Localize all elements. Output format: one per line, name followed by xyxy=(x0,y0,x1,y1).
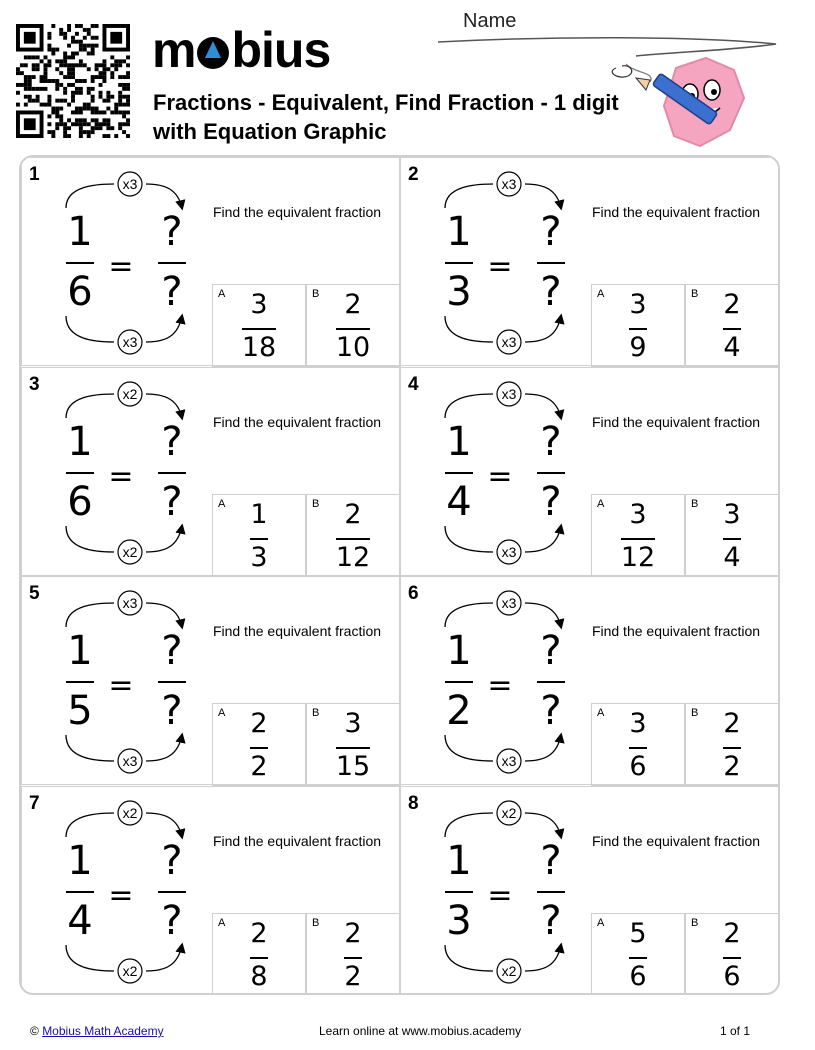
equation-graphic xyxy=(415,376,575,572)
left-denominator: 4 xyxy=(67,897,93,944)
left-numerator: 1 xyxy=(67,209,93,255)
option-fraction-bar xyxy=(723,538,741,540)
option-letter: A xyxy=(218,707,226,719)
option-letter: A xyxy=(597,497,605,510)
equals-sign: = xyxy=(108,877,134,913)
option-fraction-bar xyxy=(336,747,370,749)
option-letter: A xyxy=(218,497,226,510)
right-fraction-bar xyxy=(158,262,186,264)
question-prompt: Find the equivalent fraction xyxy=(591,623,761,639)
answer-option-b[interactable] xyxy=(306,703,401,786)
option-numerator: 2 xyxy=(723,289,741,320)
question-cell-1 xyxy=(21,157,400,366)
bottom-multiplier: x2 xyxy=(501,962,517,979)
answer-option-b[interactable] xyxy=(306,913,401,996)
left-fraction-bar xyxy=(445,681,473,683)
left-numerator: 1 xyxy=(67,837,93,884)
left-denominator: 3 xyxy=(446,269,472,315)
option-numerator: 5 xyxy=(629,917,647,949)
bottom-multiplier: x3 xyxy=(122,334,138,350)
option-letter: B xyxy=(312,916,320,929)
option-fraction-bar xyxy=(629,328,647,330)
equals-sign: = xyxy=(487,668,513,703)
question-prompt: Find the equivalent fraction xyxy=(212,623,382,639)
option-numerator: 3 xyxy=(629,289,647,320)
option-numerator: 1 xyxy=(250,498,268,530)
equation-graphic xyxy=(415,795,575,991)
question-cell-3 xyxy=(21,367,400,576)
option-denominator: 10 xyxy=(335,332,371,363)
option-denominator: 12 xyxy=(620,541,656,573)
left-fraction-bar xyxy=(66,891,94,893)
question-cell-4 xyxy=(400,367,779,576)
equals-sign: = xyxy=(108,668,134,703)
question-number: 2 xyxy=(408,164,419,185)
question-prompt: Find the equivalent fraction xyxy=(591,832,761,849)
unknown-numerator: ? xyxy=(161,837,183,884)
question-number: 4 xyxy=(408,373,419,395)
left-denominator: 4 xyxy=(446,478,472,525)
left-fraction-bar xyxy=(445,891,473,893)
left-fraction-bar xyxy=(445,262,473,264)
option-denominator: 9 xyxy=(629,332,647,363)
right-fraction-bar xyxy=(158,681,186,683)
option-letter: A xyxy=(597,288,605,300)
unknown-numerator: ? xyxy=(161,209,183,255)
unknown-denominator: ? xyxy=(540,478,562,525)
unknown-denominator: ? xyxy=(540,897,562,944)
unknown-numerator: ? xyxy=(540,418,562,465)
option-fraction-bar xyxy=(621,538,655,540)
option-fraction-bar xyxy=(242,328,276,330)
option-letter: B xyxy=(312,707,320,719)
option-denominator: 2 xyxy=(250,751,268,782)
equals-sign: = xyxy=(108,458,134,494)
qr-code xyxy=(16,24,130,138)
unknown-numerator: ? xyxy=(540,628,562,674)
answer-option-a[interactable] xyxy=(212,703,306,786)
unknown-denominator: ? xyxy=(540,269,562,315)
option-fraction-bar xyxy=(723,957,741,959)
answer-option-a[interactable] xyxy=(591,284,685,367)
question-number: 7 xyxy=(29,792,40,814)
question-cell-2 xyxy=(400,157,779,366)
answer-option-a[interactable] xyxy=(591,703,685,786)
right-fraction-bar xyxy=(537,472,565,474)
left-numerator: 1 xyxy=(67,628,93,674)
top-multiplier: x3 xyxy=(122,595,138,611)
option-letter: B xyxy=(312,288,320,300)
option-fraction-bar xyxy=(250,538,268,540)
right-fraction-bar xyxy=(537,891,565,893)
option-letter: A xyxy=(597,916,605,929)
mascot-pencil-icon xyxy=(606,50,762,156)
option-fraction-bar xyxy=(723,328,741,330)
bottom-multiplier: x3 xyxy=(122,753,138,769)
answer-option-b[interactable] xyxy=(685,703,780,786)
answer-option-b[interactable] xyxy=(685,913,780,996)
option-letter: B xyxy=(312,497,320,510)
option-numerator: 2 xyxy=(344,289,362,320)
unknown-denominator: ? xyxy=(161,897,183,944)
bottom-multiplier: x3 xyxy=(501,753,517,769)
option-numerator: 2 xyxy=(250,917,268,949)
option-fraction-bar xyxy=(250,957,268,959)
left-fraction-bar xyxy=(66,262,94,264)
option-denominator: 2 xyxy=(723,751,741,782)
option-fraction-bar xyxy=(629,957,647,959)
option-letter: B xyxy=(691,497,699,510)
top-multiplier: x3 xyxy=(501,176,517,192)
question-cell-8 xyxy=(400,786,779,995)
worksheet-title: Fractions - Equivalent, Find Fraction - 1 digit with Equation Graphic xyxy=(153,90,619,144)
answer-option-b[interactable] xyxy=(306,494,401,577)
bottom-multiplier: x2 xyxy=(122,962,138,979)
unknown-numerator: ? xyxy=(161,628,183,674)
question-prompt: Find the equivalent fraction xyxy=(212,832,382,849)
mobius-academy-link[interactable]: Mobius Math Academy xyxy=(42,1024,164,1038)
left-denominator: 3 xyxy=(446,897,472,944)
equation-graphic xyxy=(415,166,575,362)
option-numerator: 3 xyxy=(629,708,647,739)
answer-option-a[interactable] xyxy=(212,494,306,577)
option-denominator: 6 xyxy=(723,960,741,992)
question-cell-6 xyxy=(400,576,779,785)
answer-option-a[interactable] xyxy=(591,494,685,577)
question-number: 5 xyxy=(29,583,40,604)
left-numerator: 1 xyxy=(446,418,472,465)
answer-option-b[interactable] xyxy=(685,284,780,367)
option-denominator: 18 xyxy=(241,332,277,363)
question-cell-5 xyxy=(21,576,400,785)
bottom-multiplier: x3 xyxy=(501,543,517,560)
option-denominator: 8 xyxy=(250,960,268,992)
equals-sign: = xyxy=(108,249,134,284)
unknown-denominator: ? xyxy=(161,688,183,734)
logo-rest: bius xyxy=(231,22,331,78)
left-numerator: 1 xyxy=(446,628,472,674)
left-numerator: 1 xyxy=(446,837,472,884)
option-numerator: 2 xyxy=(723,708,741,739)
bottom-multiplier: x3 xyxy=(501,334,517,350)
question-prompt: Find the equivalent fraction xyxy=(212,413,382,430)
option-letter: A xyxy=(218,288,226,300)
unknown-numerator: ? xyxy=(161,418,183,465)
left-fraction-bar xyxy=(445,472,473,474)
question-prompt: Find the equivalent fraction xyxy=(591,413,761,430)
left-numerator: 1 xyxy=(67,418,93,465)
page-number: 1 of 1 xyxy=(720,1024,751,1038)
mobius-logo xyxy=(152,20,330,80)
option-numerator: 2 xyxy=(344,498,362,530)
top-multiplier: x3 xyxy=(501,385,517,402)
option-letter: A xyxy=(597,707,605,719)
unknown-numerator: ? xyxy=(540,209,562,255)
answer-option-a[interactable] xyxy=(591,913,685,996)
equation-graphic xyxy=(36,585,196,781)
question-number: 6 xyxy=(408,583,419,604)
question-prompt: Find the equivalent fraction xyxy=(212,204,382,220)
question-number: 1 xyxy=(29,164,40,185)
left-denominator: 5 xyxy=(67,688,93,734)
equation-graphic xyxy=(36,166,196,362)
option-fraction-bar xyxy=(336,538,370,540)
answer-option-b[interactable] xyxy=(685,494,780,577)
option-denominator: 15 xyxy=(335,751,371,782)
option-numerator: 2 xyxy=(250,708,268,739)
option-numerator: 3 xyxy=(629,498,647,530)
answer-option-b[interactable] xyxy=(306,284,401,367)
footer-copyright xyxy=(30,1024,164,1038)
bottom-multiplier: x2 xyxy=(122,543,138,560)
unknown-numerator: ? xyxy=(540,837,562,884)
option-denominator: 6 xyxy=(629,751,647,782)
right-fraction-bar xyxy=(158,472,186,474)
left-fraction-bar xyxy=(66,681,94,683)
top-multiplier: x2 xyxy=(501,804,517,821)
logo-drop-icon xyxy=(195,31,231,71)
left-denominator: 6 xyxy=(67,478,93,525)
right-fraction-bar xyxy=(158,891,186,893)
option-numerator: 3 xyxy=(723,498,741,530)
right-fraction-bar xyxy=(537,681,565,683)
question-cell-7 xyxy=(21,786,400,995)
copyright-symbol: © xyxy=(30,1024,39,1038)
option-fraction-bar xyxy=(250,747,268,749)
equals-sign: = xyxy=(487,877,513,913)
option-letter: A xyxy=(218,916,226,929)
option-denominator: 12 xyxy=(335,541,371,573)
question-number: 3 xyxy=(29,373,40,395)
option-denominator: 4 xyxy=(723,332,741,363)
worksheet-grid xyxy=(19,155,780,995)
option-fraction-bar xyxy=(336,328,370,330)
option-fraction-bar xyxy=(629,747,647,749)
unknown-denominator: ? xyxy=(161,478,183,525)
left-fraction-bar xyxy=(66,472,94,474)
right-fraction-bar xyxy=(537,262,565,264)
option-denominator: 6 xyxy=(629,960,647,992)
question-prompt: Find the equivalent fraction xyxy=(591,204,761,220)
equals-sign: = xyxy=(487,249,513,284)
left-denominator: 2 xyxy=(446,688,472,734)
top-multiplier: x2 xyxy=(122,804,138,821)
name-label: Name xyxy=(463,10,517,32)
equation-graphic xyxy=(36,795,196,991)
equals-sign: = xyxy=(487,458,513,494)
question-number: 8 xyxy=(408,792,419,814)
equation-graphic xyxy=(415,585,575,781)
option-denominator: 2 xyxy=(344,960,362,992)
logo-m: m xyxy=(152,22,196,78)
left-numerator: 1 xyxy=(446,209,472,255)
option-numerator: 2 xyxy=(344,917,362,949)
option-numerator: 3 xyxy=(250,289,268,320)
top-multiplier: x3 xyxy=(501,595,517,611)
unknown-denominator: ? xyxy=(540,688,562,734)
option-letter: B xyxy=(691,288,699,300)
option-denominator: 3 xyxy=(250,541,268,573)
option-denominator: 4 xyxy=(723,541,741,573)
unknown-denominator: ? xyxy=(161,269,183,315)
option-numerator: 2 xyxy=(723,917,741,949)
option-fraction-bar xyxy=(723,747,741,749)
option-letter: B xyxy=(691,707,699,719)
equation-graphic xyxy=(36,376,196,572)
left-denominator: 6 xyxy=(67,269,93,315)
answer-option-a[interactable] xyxy=(212,284,306,367)
top-multiplier: x3 xyxy=(122,176,138,192)
top-multiplier: x2 xyxy=(122,385,138,402)
answer-option-a[interactable] xyxy=(212,913,306,996)
option-numerator: 3 xyxy=(344,708,362,739)
option-fraction-bar xyxy=(344,957,362,959)
footer-center-text: Learn online at www.mobius.academy xyxy=(319,1024,522,1038)
option-letter: B xyxy=(691,916,699,929)
